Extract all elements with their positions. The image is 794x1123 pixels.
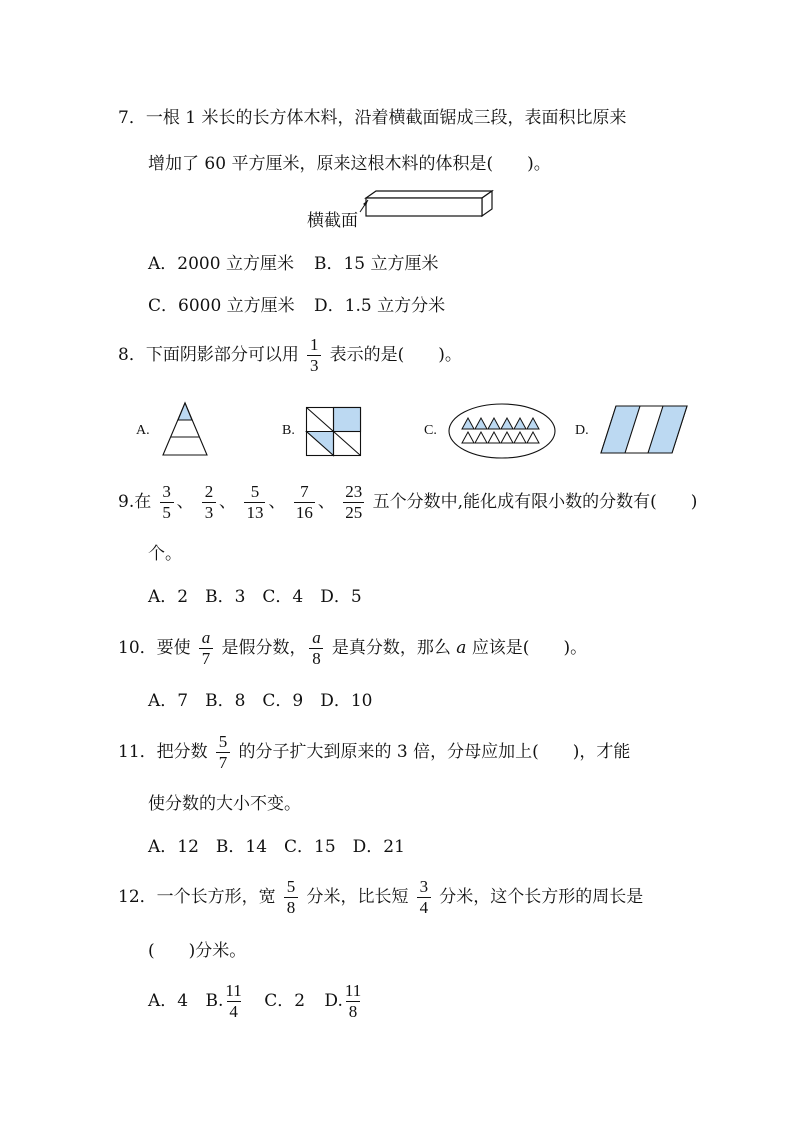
q8-number: 8． xyxy=(118,345,146,365)
q12-text-3: 分米，这个长方形的周长是 xyxy=(439,887,644,907)
q10-options: A．7 B．8 C．9 D．10 xyxy=(148,691,373,711)
q12-fraction-1: $\frac{5}{8}$ xyxy=(284,878,298,917)
q12-fraction-2: $\frac{3}{4}$ xyxy=(417,878,431,917)
q12-line1 xyxy=(118,876,643,918)
q8-label-d: D. xyxy=(575,423,589,438)
q9-sep: 、 xyxy=(268,492,286,512)
q9-prefix: 9.在 xyxy=(118,492,152,512)
q9-options: A．2 B．3 C．4 D．5 xyxy=(148,587,362,607)
q8-figure-d-parallelogram xyxy=(601,405,689,455)
q8-figure-c-ellipse xyxy=(448,402,558,460)
q7-option-d: D．1.5 立方分米 xyxy=(314,296,446,316)
q7-option-c: C．6000 立方厘米 xyxy=(148,296,295,316)
q8-line xyxy=(118,335,462,375)
q9-line2: 个。 xyxy=(148,544,182,564)
q11-line1 xyxy=(118,731,630,773)
q9-sep: 、 xyxy=(317,492,335,512)
q7-text-line2: 增加了 60 平方厘米，原来这根木料的体积是( )。 xyxy=(148,154,551,174)
q9-text-after: 五个分数中,能化成有限小数的分数有( ) xyxy=(372,492,698,512)
q9-sep: 、 xyxy=(219,492,237,512)
q10-text-3: 是真分数，那么 xyxy=(331,638,451,658)
q12-options xyxy=(148,980,366,1022)
q7-option-b: B．15 立方厘米 xyxy=(314,254,439,274)
q7-text-line1: 一根 1 米长的长方体木料，沿着横截面锯成三段，表面积比原来 xyxy=(145,108,627,128)
q8-label-c: C. xyxy=(424,423,437,438)
q10-variable: a xyxy=(456,638,467,658)
q11-number: 11． xyxy=(118,742,157,762)
q9-line1 xyxy=(118,481,697,523)
q8-label-a: A. xyxy=(136,423,150,438)
q10-text-1: 要使 xyxy=(156,638,191,658)
q11-line2: 使分数的大小不变。 xyxy=(148,794,301,814)
q10-line xyxy=(118,627,587,669)
q7-figure-label: 横截面 xyxy=(307,211,358,231)
q12-option-b-prefix: B. xyxy=(205,991,224,1011)
q7-line1 xyxy=(118,107,626,129)
q12-option-d-fraction: $\frac{11}{8}$ xyxy=(344,981,362,1021)
q10-text-4: 应该是( )。 xyxy=(471,638,588,658)
q12-option-a: A．4 xyxy=(148,991,189,1011)
q12-text-2: 分米，比长短 xyxy=(306,887,409,907)
q9-fraction-1: $\frac{3}{5}$ xyxy=(160,483,174,522)
q9-fraction-2: $\frac{2}{3}$ xyxy=(202,483,216,522)
q12-option-d-prefix: D. xyxy=(324,991,343,1011)
q12-option-b-fraction: $\frac{11}{4}$ xyxy=(225,981,242,1021)
q8-figure-a-triangle xyxy=(163,402,209,456)
q12-number: 12． xyxy=(118,887,157,907)
q10-fraction-1: $\frac{a}{7}$ xyxy=(199,629,213,668)
q7-number: 7． xyxy=(118,108,146,128)
q8-fraction: $\frac{1}{3}$ xyxy=(307,336,321,375)
q8-text-before: 下面阴影部分可以用 xyxy=(145,345,299,365)
q11-options: A．12 B．14 C．15 D．21 xyxy=(148,837,405,857)
q10-text-2: 是假分数， xyxy=(221,638,307,658)
q9-fraction-4: $\frac{7}{16}$ xyxy=(295,482,313,522)
q8-label-b: B. xyxy=(282,423,295,438)
q9-fraction-5: $\frac{23}{25}$ xyxy=(345,482,363,522)
q11-text-1: 把分数 xyxy=(156,742,208,762)
q12-text-1: 一个长方形，宽 xyxy=(156,887,276,907)
q8-text-after: 表示的是( )。 xyxy=(329,345,462,365)
q12-option-c: C．2 xyxy=(264,991,306,1011)
q11-text-2: 的分子扩大到原来的 3 倍，分母应加上( )，才能 xyxy=(238,742,631,762)
q9-fraction-3: $\frac{5}{13}$ xyxy=(246,482,264,522)
q11-fraction: $\frac{5}{7}$ xyxy=(216,733,230,772)
q7-option-a: A．2000 立方厘米 xyxy=(148,254,294,274)
q12-line2: ( )分米。 xyxy=(148,941,247,961)
q8-figure-b-square xyxy=(306,407,362,457)
q10-number: 10． xyxy=(118,638,157,658)
q9-sep: 、 xyxy=(176,492,194,512)
q10-fraction-2: $\frac{a}{8}$ xyxy=(309,629,323,668)
